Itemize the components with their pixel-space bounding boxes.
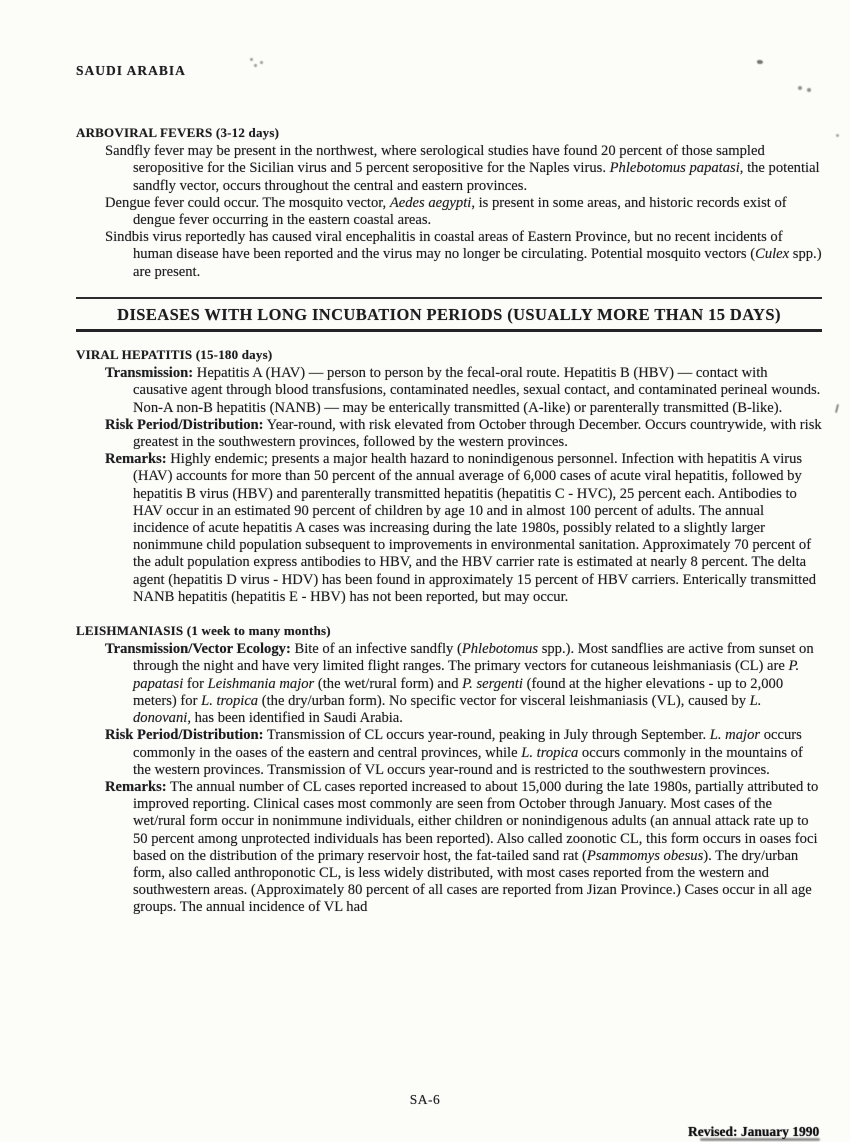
- paragraph-dengue-fever: Dengue fever could occur. The mosquito vector, Aedes aegypti, is present in some areas, and historic records exist of dengue fever occurring in the eastern coastal areas.: [105, 194, 787, 229]
- paragraph-leishmaniasis-transmission: Transmission/Vector Ecology: Bite of an infective sandfly (Phlebotomus spp.). Most sandflies are active from sunset on through the night and have very limited flight ranges. The primary vectors for cutaneous leishmaniasis (CL) are P. papatasi for Leishmania major (the wet/rural form) and P. sergenti (found at the higher elevations - up to 2,000 meters) for L. tropica (the dry/urban form). No specific vector for visceral leishmaniasis (VL), caused by L. donovani, has been identified in Saudi Arabia.: [105, 641, 814, 727]
- page-number: SA-6: [409, 1092, 441, 1107]
- country-header: SAUDI ARABIA: [76, 63, 186, 78]
- section-heading-leishmaniasis: LEISHMANIASIS (1 week to many months): [76, 623, 331, 639]
- paragraph-hepatitis-risk-period: Risk Period/Distribution: Year-round, with risk elevated from October through December. Occurs countrywide, with risk greatest in the southwestern provinces, followed by the western provinces.: [105, 416, 822, 451]
- revision-note: Revised: January 1990: [688, 1124, 820, 1139]
- section-heading-viral-hepatitis: VIRAL HEPATITIS (15-180 days): [76, 347, 273, 363]
- paragraph-leishmaniasis-remarks: Remarks: The annual number of CL cases reported increased to about 15,000 during the late 1980s, partially attributed to improved reporting. Clinical cases most commonly are seen from October through January. Most cases of the wet/rural form occur in nonimmune individuals, either children or nonindigenous adults (an annual attack rate up to 50 percent among unprotected individuals has been reported). Also called zoonotic CL, this form occurs in oases foci based on the distribution of the primary reservoir host, the fat-tailed sand rat (Psammomys obesus). The dry/urban form, also called anthroponotic CL, is less widely distributed, with most cases reported from the western and southwestern areas. (Approximately 80 percent of all cases are reported from Jizan Province.) Cases occur in all age groups. The annual incidence of VL had: [105, 778, 819, 916]
- scan-artifact: [835, 404, 839, 413]
- scan-artifact: [250, 58, 253, 61]
- long-incubation-banner: DISEASES WITH LONG INCUBATION PERIODS (USUALLY MORE THAN 15 DAYS): [76, 297, 822, 332]
- section-arboviral-fevers: [76, 124, 822, 281]
- paragraph-sindbis-virus: Sindbis virus reportedly has caused viral encephalitis in coastal areas of Eastern Province, but no recent incidents of human disease have been reported and the virus may no longer be circulating. Potential mosquito vectors (Culex spp.) are present.: [105, 229, 822, 280]
- scan-artifact: [798, 86, 802, 90]
- section-viral-hepatitis: [76, 346, 822, 606]
- paragraph-hepatitis-remarks: Remarks: Highly endemic; presents a major health hazard to nonindigenous personnel. Infection with hepatitis A virus (HAV) accounts for more than 50 percent of the annual average of 6,000 cases of acute viral hepatitis, followed by hepatitis B virus (HBV) and parenterally transmitted hepatitis (hepatitis C - HVC), 25 percent each. Antibodies to HAV occur in an estimated 90 percent of children by age 10 and in almost 100 percent of adults. The annual incidence of acute hepatitis A cases was increasing during the late 1980s, possibly related to a slightly larger nonimmune child population subsequent to improvements in environmental sanitation. Approximately 70 percent of the adult population express antibodies to HBV, and the HBV carrier rate is estimated at nearly 8 percent. The delta agent (hepatitis D virus - HDV) has been found in approximately 15 percent of HBV carriers. Enterically transmitted NANB hepatitis (hepatitis E - HBV) has not been reported, but may occur.: [105, 451, 816, 605]
- paragraph-sandfly-fever: Sandfly fever may be present in the northwest, where serological studies have found 20 percent of those sampled seropositive for the Sicilian virus and 5 percent seropositive for the Naples virus. Phlebotomus papatasi, the potential sandfly vector, occurs throughout the central and eastern provinces.: [105, 143, 820, 194]
- section-leishmaniasis: [76, 622, 822, 916]
- section-heading-arboviral-fevers: ARBOVIRAL FEVERS (3-12 days): [76, 125, 280, 140]
- scan-artifact: [757, 60, 763, 64]
- paragraph-leishmaniasis-risk-period: Risk Period/Distribution: Transmission of CL occurs year-round, peaking in July through September. L. major occurs commonly in the oases of the eastern and central provinces, while L. tropica occurs commonly in the mountains of the western provinces. Transmission of VL occurs year-round and is restricted to the southwestern provinces.: [105, 727, 803, 778]
- scan-artifact: [836, 134, 839, 137]
- document-body: [76, 124, 822, 933]
- paragraph-hepatitis-transmission: Transmission: Hepatitis A (HAV) — person to person by the fecal-oral route. Hepatitis B (HBV) — contact with causative agent through blood transfusions, contaminated needles, sexual contact, and contaminated perineal wounds. Non-A non-B hepatitis (NANB) — may be enterically transmitted (A-like) or parenterally transmitted (B-like).: [105, 365, 821, 416]
